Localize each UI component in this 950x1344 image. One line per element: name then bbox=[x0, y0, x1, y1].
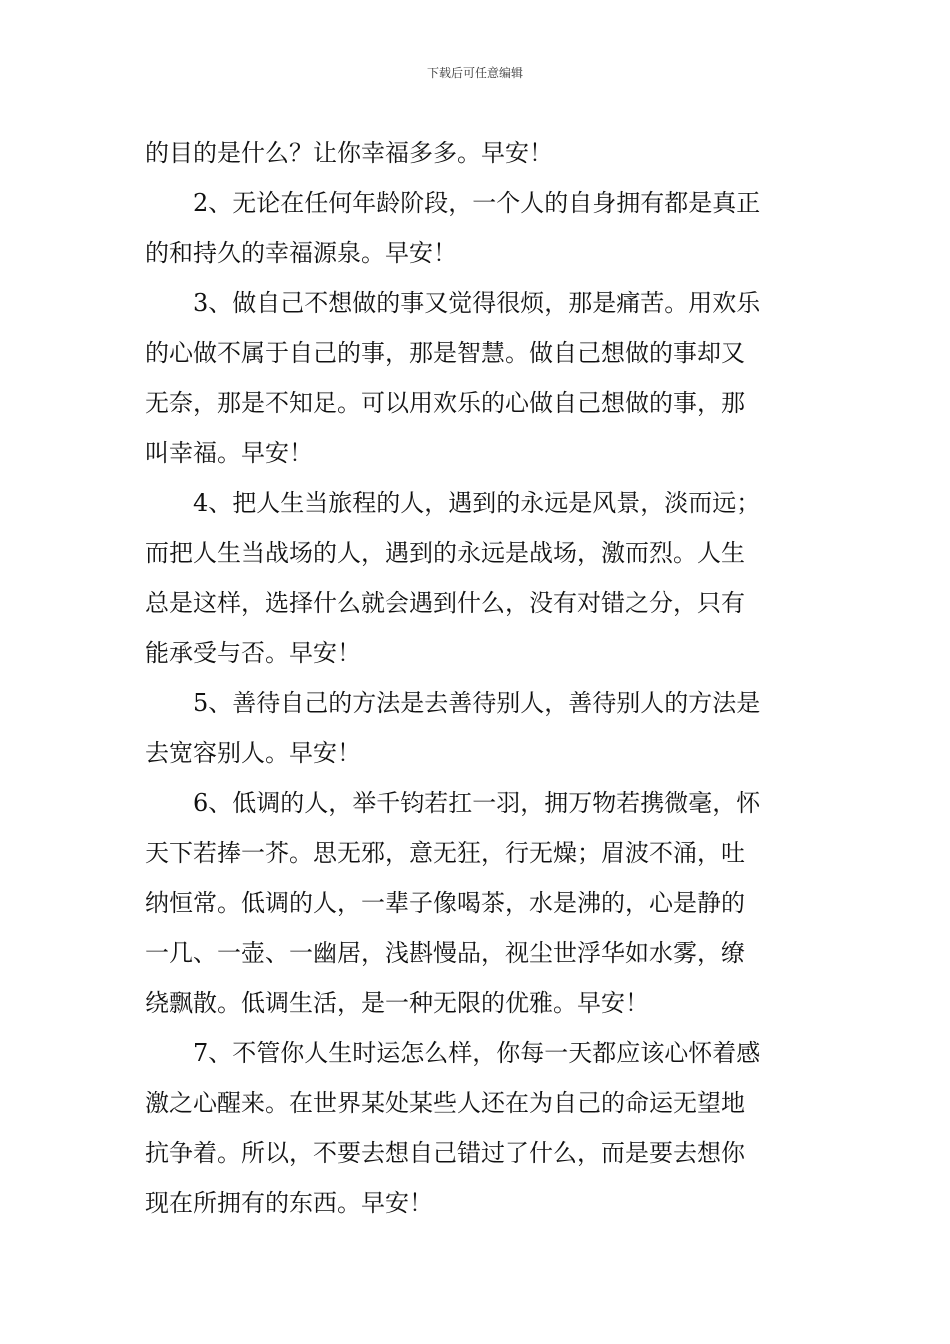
text-line: 2、无论在任何年龄阶段，一个人的自身拥有都是真正 bbox=[193, 189, 761, 217]
text-line: 5、善待自己的方法是去善待别人，善待别人的方法是 bbox=[193, 689, 761, 717]
text-line: 的目的是什么？让你幸福多多。早安！ bbox=[145, 139, 553, 167]
text-line: 而把人生当战场的人，遇到的永远是战场，激而烈。人生 bbox=[145, 539, 745, 567]
text-line: 天下若捧一芥。思无邪，意无狂，行无燥；眉波不涌，吐 bbox=[145, 839, 745, 867]
text-line: 无奈，那是不知足。可以用欢乐的心做自己想做的事，那 bbox=[145, 389, 745, 417]
text-line: 纳恒常。低调的人，一辈子像喝茶，水是沸的，心是静的 bbox=[145, 889, 745, 917]
text-line: 激之心醒来。在世界某处某些人还在为自己的命运无望地 bbox=[145, 1089, 745, 1117]
document-body bbox=[145, 128, 810, 1228]
text-line: 一几、一壶、一幽居，浅斟慢品，视尘世浮华如水雾，缭 bbox=[145, 939, 745, 967]
text-line: 7、不管你人生时运怎么样，你每一天都应该心怀着感 bbox=[193, 1039, 761, 1067]
text-line: 绕飘散。低调生活，是一种无限的优雅。早安！ bbox=[145, 989, 649, 1017]
text-line: 的心做不属于自己的事，那是智慧。做自己想做的事却又 bbox=[145, 339, 745, 367]
text-line: 的和持久的幸福源泉。早安！ bbox=[145, 239, 457, 267]
text-line: 4、把人生当旅程的人，遇到的永远是风景，淡而远； bbox=[193, 489, 761, 517]
page-header: 下载后可任意编辑 bbox=[426, 66, 523, 80]
text-line: 去宽容别人。早安！ bbox=[145, 739, 361, 767]
text-line: 3、做自己不想做的事又觉得很烦，那是痛苦。用欢乐 bbox=[193, 289, 761, 317]
text-line: 抗争着。所以，不要去想自己错过了什么，而是要去想你 bbox=[145, 1139, 745, 1167]
text-line: 现在所拥有的东西。早安！ bbox=[145, 1189, 433, 1217]
text-line: 叫幸福。早安！ bbox=[145, 439, 313, 467]
text-line: 能承受与否。早安！ bbox=[145, 639, 361, 667]
text-line: 总是这样，选择什么就会遇到什么，没有对错之分，只有 bbox=[145, 589, 745, 617]
text-line: 6、低调的人，举千钧若扛一羽，拥万物若携微毫，怀 bbox=[193, 789, 761, 817]
